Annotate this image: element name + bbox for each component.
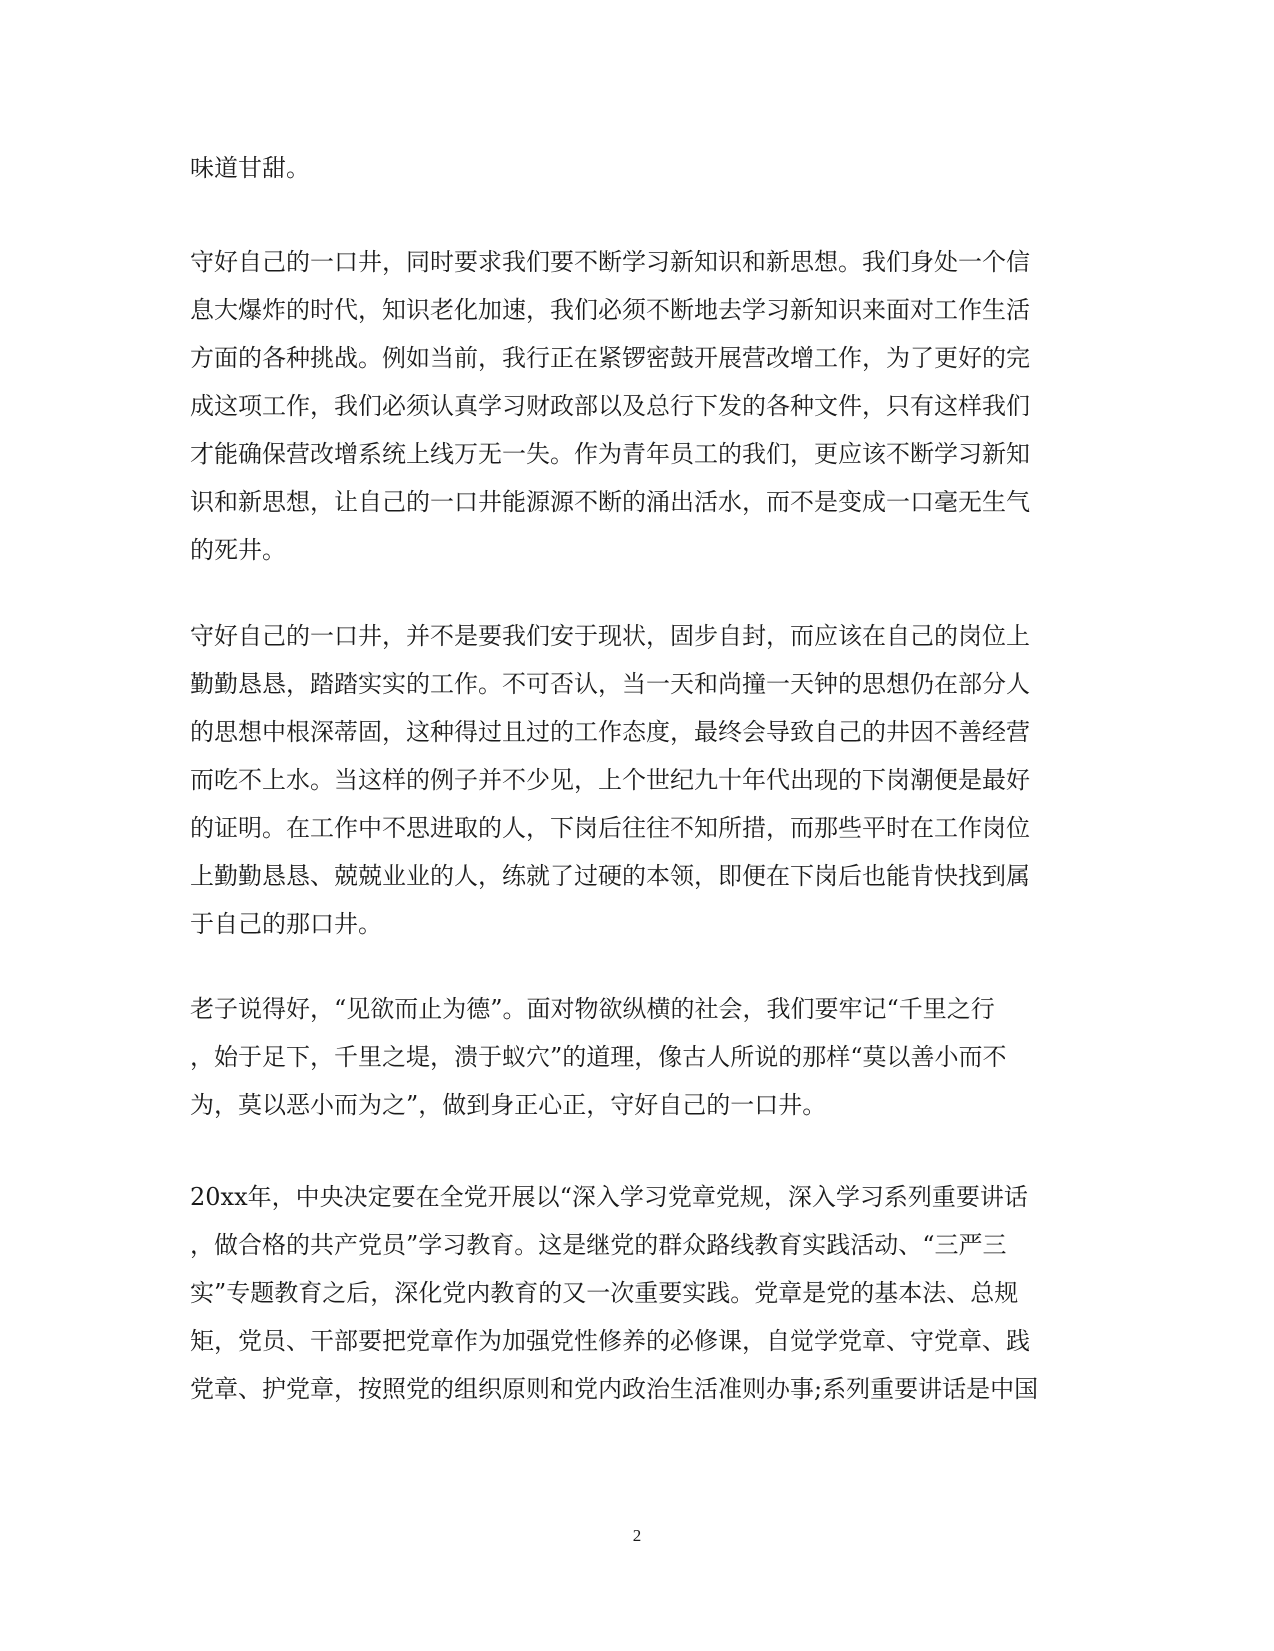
page-number: 2 [632,1526,642,1545]
text-line: 息大爆炸的时代，知识老化加速，我们必须不断地去学习新知识来面对工作生活 [190,296,1030,324]
text-line: 20xx年，中央决定要在全党开展以“深入学习党章党规，深入学习系列重要讲话 [190,1183,1028,1211]
text-line: 矩，党员、干部要把党章作为加强党性修养的必修课，自觉学党章、守党章、践 [190,1327,1030,1355]
text-line: 成这项工作，我们必须认真学习财政部以及总行下发的各种文件，只有这样我们 [190,392,1030,420]
text-line: 守好自己的一口井，并不是要我们安于现状，固步自封，而应该在自己的岗位上 [190,622,1030,650]
paragraph-5 [190,1173,1038,1413]
text-line: 的思想中根深蒂固，这种得过且过的工作态度，最终会导致自己的井因不善经营 [190,718,1030,746]
text-line: 老子说得好，“见欲而止为德”。面对物欲纵横的社会，我们要牢记“千里之行 [190,995,995,1023]
paragraph-3 [190,612,1030,948]
text-line: ，始于足下，千里之堤，溃于蚁穴”的道理，像古人所说的那样“莫以善小而不 [190,1043,1007,1071]
text-line: 而吃不上水。当这样的例子并不少见，上个世纪九十年代出现的下岗潮便是最好 [190,766,1030,794]
paragraph-2 [190,238,1030,574]
text-line: 味道甘甜。 [190,154,310,182]
text-line: 才能确保营改增系统上线万无一失。作为青年员工的我们，更应该不断学习新知 [190,440,1030,468]
text-line: 为，莫以恶小而为之”，做到身正心正，守好自己的一口井。 [190,1091,827,1119]
text-line: ，做合格的共产党员”学习教育。这是继党的群众路线教育实践活动、“三严三 [190,1231,1007,1259]
text-line: 的证明。在工作中不思进取的人，下岗后往往不知所措，而那些平时在工作岗位 [190,814,1030,842]
text-line: 勤勤恳恳，踏踏实实的工作。不可否认，当一天和尚撞一天钟的思想仍在部分人 [190,670,1030,698]
text-line: 的死井。 [190,536,286,564]
text-line: 实”专题教育之后，深化党内教育的又一次重要实践。党章是党的基本法、总规 [190,1279,1019,1307]
paragraph-4 [190,985,1007,1129]
paragraph-1 [190,144,310,192]
text-line: 于自己的那口井。 [190,910,382,938]
text-line: 党章、护党章，按照党的组织原则和党内政治生活准则办事;系列重要讲话是中国 [190,1375,1039,1403]
text-line: 上勤勤恳恳、兢兢业业的人，练就了过硬的本领，即便在下岗后也能肯快找到属 [190,862,1030,890]
text-line: 识和新思想，让自己的一口井能源源不断的涌出活水，而不是变成一口毫无生气 [190,488,1030,516]
text-line: 方面的各种挑战。例如当前，我行正在紧锣密鼓开展营改增工作，为了更好的完 [190,344,1030,372]
text-line: 守好自己的一口井，同时要求我们要不断学习新知识和新思想。我们身处一个信 [190,248,1030,276]
